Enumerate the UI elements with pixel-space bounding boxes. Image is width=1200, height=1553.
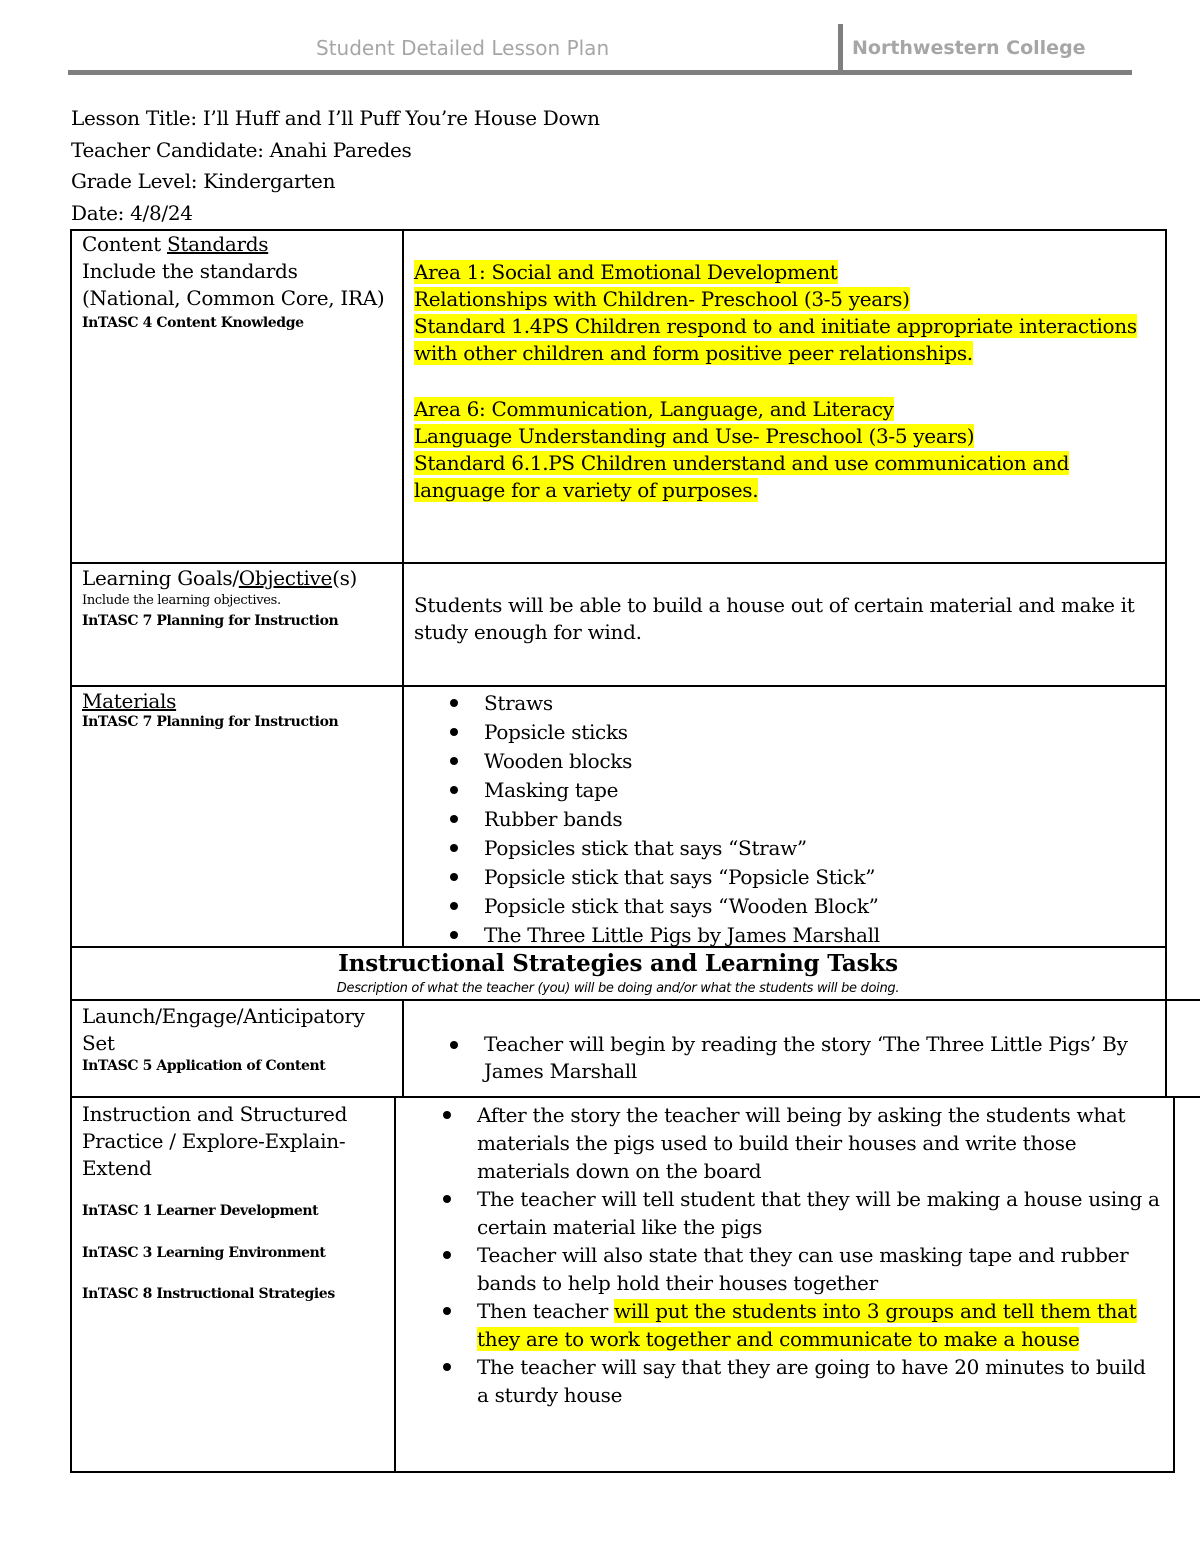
intasc-1: InTASC 1 Learner Development — [82, 1203, 319, 1219]
list-item: Teacher will also state that they can use masking tape and rubber bands to help hold their houses together — [477, 1241, 1160, 1297]
header-rule — [68, 70, 1132, 75]
bullet-icon — [450, 815, 458, 823]
learning-goals-label: Learning Goals/Objective(s) — [82, 566, 358, 590]
strategies-description: Description of what the teacher (you) will be doing and/or what the students will be doing. — [336, 981, 900, 996]
list-item: Popsicle stick that says “Popsicle Stick” — [484, 863, 880, 892]
bullet-icon — [450, 873, 458, 881]
bullet-icon — [450, 902, 458, 910]
intasc-4: InTASC 4 Content Knowledge — [82, 315, 304, 331]
bullet-icon — [443, 1111, 451, 1119]
teacher-candidate: Teacher Candidate: Anahi Paredes — [71, 138, 412, 162]
header-title: Student Detailed Lesson Plan — [316, 36, 610, 60]
list-item: Popsicles stick that says “Straw” — [484, 834, 880, 863]
intasc-7-materials: InTASC 7 Planning for Instruction — [82, 714, 339, 730]
intasc-3: InTASC 3 Learning Environment — [82, 1245, 326, 1261]
launch-value: Teacher will begin by reading the story ‘The Three Little Pigs’ By James Marshall — [484, 1031, 1128, 1085]
strategies-title: Instructional Strategies and Learning Tasks — [338, 950, 898, 977]
list-item: After the story the teacher will being by asking the students what materials the pigs used to build their houses and write those materials down on the board — [477, 1101, 1160, 1185]
grade-level: Grade Level: Kindergarten — [71, 169, 336, 193]
list-item: The teacher will say that they are going to have 20 minutes to build a sturdy house — [477, 1353, 1160, 1409]
header-college: Northwestern College — [852, 37, 1086, 59]
bullet-icon — [450, 699, 458, 707]
list-item: Straws — [484, 689, 880, 718]
materials-list — [484, 689, 880, 950]
lesson-date: Date: 4/8/24 — [71, 201, 193, 225]
launch-label: Launch/Engage/Anticipatory Set — [82, 1004, 365, 1055]
content-standards-label: Content Standards Include the standards (National, Common Core, IRA) — [82, 232, 385, 310]
list-item: Masking tape — [484, 776, 880, 805]
materials-label: Materials — [82, 689, 177, 713]
list-item: Rubber bands — [484, 805, 880, 834]
bullet-icon — [450, 931, 458, 939]
intasc-5: InTASC 5 Application of Content — [82, 1058, 326, 1074]
intasc-8: InTASC 8 Instructional Strategies — [82, 1286, 335, 1302]
bullet-icon — [450, 1041, 458, 1049]
intasc-7-goals: InTASC 7 Planning for Instruction — [82, 613, 339, 629]
list-item: Popsicle stick that says “Wooden Block” — [484, 892, 880, 921]
bullet-icon — [450, 757, 458, 765]
list-item: The teacher will tell student that they will be making a house using a certain material like the pigs — [477, 1185, 1160, 1241]
list-item: Popsicle sticks — [484, 718, 880, 747]
content-standards-value: Area 1: Social and Emotional Development Relationships with Children- Preschool (3-5 years) Standard 1.4PS Children respond to and initiate appropriate interactions with other children and form positive peer relationships. Area 6: Communication, Language, and Literacy Language Understanding and Use- Preschool (3-5 years) Standard 6.1.PS Children understand and use communication and language for a variety of purposes. — [414, 260, 1137, 502]
instruction-label: Instruction and Structured Practice / Explore-Explain- Extend — [82, 1102, 348, 1180]
learning-goals-value: Students will be able to build a house out of certain material and make it study enough for wind. — [414, 593, 1135, 644]
bullet-icon — [450, 728, 458, 736]
list-item: Then teacher will put the students into 3 groups and tell them that they are to work together and communicate to make a house — [477, 1297, 1160, 1353]
bullet-icon — [450, 844, 458, 852]
learning-goals-sub: Include the learning objectives. — [82, 593, 281, 608]
bullet-icon — [450, 786, 458, 794]
bullet-icon — [443, 1251, 451, 1259]
bullet-icon — [443, 1195, 451, 1203]
header-divider — [838, 24, 843, 72]
instruction-value — [477, 1101, 1160, 1409]
list-item: Wooden blocks — [484, 747, 880, 776]
bullet-icon — [443, 1363, 451, 1371]
bullet-icon — [443, 1307, 451, 1315]
lesson-title: Lesson Title: I’ll Huff and I’ll Puff You’re House Down — [71, 106, 600, 130]
list-item: The Three Little Pigs by James Marshall — [484, 921, 880, 950]
